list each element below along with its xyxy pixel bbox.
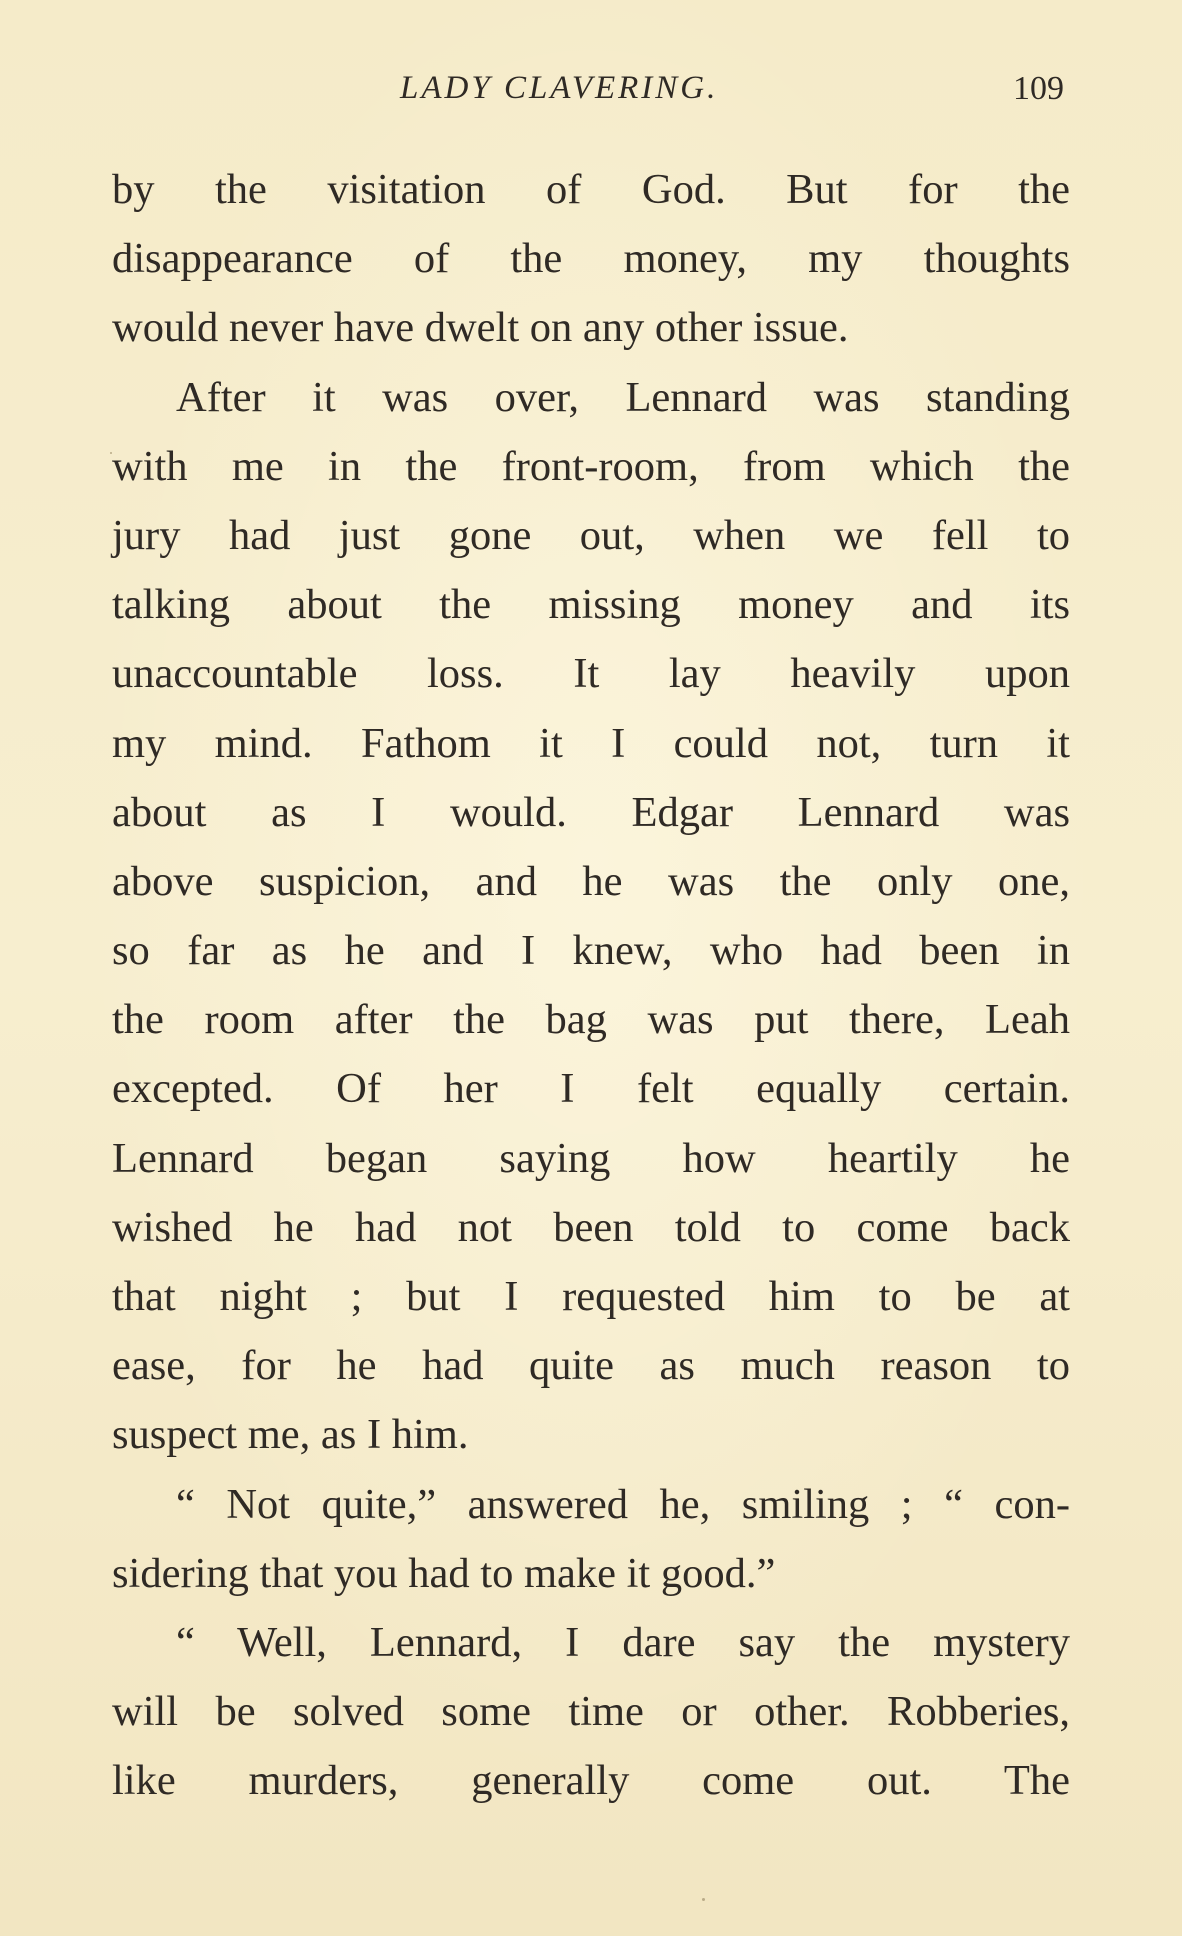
text-line: that night ; but I requested him to be at	[112, 1273, 1070, 1320]
text-line: suspect me, as I him.	[112, 1411, 469, 1459]
text-line: ease, for he had quite as much reason to	[112, 1342, 1070, 1390]
text-line: will be solved some time or other. Robberies,	[112, 1688, 1070, 1736]
running-title: LADY CLAVERING.	[400, 70, 719, 106]
running-head	[0, 70, 1182, 120]
text-line: sidering that you had to make it good.”	[112, 1549, 776, 1597]
text-line: about as I would. Edgar Lennard was	[112, 788, 1070, 836]
text-line: After it was over, Lennard was standing	[176, 373, 1070, 421]
text-line: my mind. Fathom it I could not, turn it	[112, 719, 1070, 767]
text-line: jury had just gone out, when we fell to	[112, 511, 1070, 559]
text-line: “ Well, Lennard, I dare say the mystery	[176, 1618, 1070, 1666]
text-line: the room after the bag was put there, Leah	[112, 996, 1070, 1044]
paper-speck	[702, 1898, 705, 1901]
text-line: with me in the front-room, from which the	[112, 442, 1070, 490]
paper-speck	[110, 452, 112, 454]
text-line: Lennard began saying how heartily he	[112, 1134, 1070, 1182]
text-line: “ Not quite,” answered he, smiling ; “ con-	[176, 1480, 1070, 1528]
text-line: above suspicion, and he was the only one,	[112, 857, 1070, 905]
text-line: like murders, generally come out. The	[112, 1757, 1070, 1805]
text-line: excepted. Of her I felt equally certain.	[112, 1065, 1070, 1113]
body-text	[112, 155, 1070, 1816]
text-line: wished he had not been told to come back	[112, 1203, 1070, 1251]
text-line: would never have dwelt on any other issue.	[112, 304, 849, 352]
text-line: by the visitation of God. But for the	[112, 166, 1070, 213]
text-line: disappearance of the money, my thoughts	[112, 235, 1070, 283]
text-line: talking about the missing money and its	[112, 581, 1070, 629]
text-line: so far as he and I knew, who had been in	[112, 927, 1070, 975]
page-number: 109	[1013, 70, 1064, 107]
text-line: unaccountable loss. It lay heavily upon	[112, 650, 1070, 698]
